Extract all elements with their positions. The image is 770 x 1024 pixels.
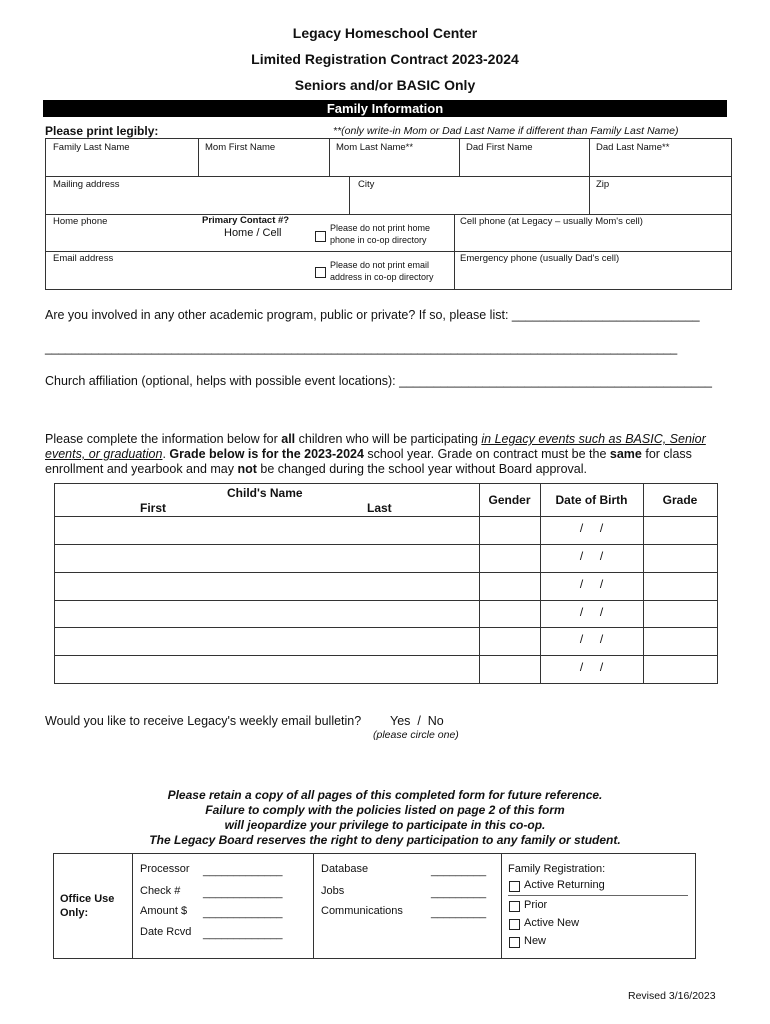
instr-events: in Legacy events such as BASIC, Senior events, or graduation (45, 432, 706, 461)
gender-header: Gender (488, 493, 531, 507)
children-instructions (45, 432, 725, 477)
office-use-label: Office Use (60, 893, 115, 905)
other-program-line[interactable]: _______________________________________________________________________________________________ (45, 341, 677, 355)
first-name-header: First (140, 501, 167, 515)
active-returning-checkbox[interactable] (509, 881, 520, 892)
primary-contact-label: Primary Contact #? (202, 215, 290, 226)
zip-field[interactable]: Zip (596, 179, 610, 190)
form-subtitle: Limited Registration Contract 2023-2024 (251, 51, 519, 67)
amount-blank[interactable]: _____________ (203, 907, 283, 919)
grid-divider (313, 854, 314, 958)
revised-date: Revised 3/16/2023 (628, 990, 716, 1002)
mom-last-name-field[interactable]: Mom Last Name** (336, 142, 414, 153)
grid-divider (55, 627, 717, 628)
no-print-phone-checkbox[interactable] (315, 231, 326, 242)
dob-cell[interactable]: / / (579, 549, 604, 563)
dob-cell[interactable]: / / (579, 605, 604, 619)
grid-divider (459, 139, 460, 176)
mom-first-name-field[interactable]: Mom First Name (205, 142, 276, 153)
grid-divider (55, 600, 717, 601)
notice-line: will jeopardize your privilege to participate in this co-op. (224, 818, 546, 832)
no-print-phone-label-1: Please do not print home (330, 223, 431, 233)
grid-divider (643, 484, 644, 683)
grid-divider (501, 854, 502, 958)
grid-divider (329, 139, 330, 176)
home-cell-option[interactable]: Home / Cell (224, 227, 282, 239)
bulletin-yes-no[interactable]: Yes / No (390, 714, 444, 728)
family-last-name-field[interactable]: Family Last Name (53, 142, 130, 153)
database-label: Database (321, 863, 369, 875)
communications-blank[interactable]: _________ (431, 907, 487, 919)
family-info-grid (45, 138, 732, 290)
grid-divider (589, 176, 590, 214)
dob-cell[interactable]: / / (579, 521, 604, 535)
instr-text: for class enrollment and yearbook and may (45, 447, 692, 476)
database-blank[interactable]: _________ (431, 865, 487, 877)
grid-divider (55, 516, 717, 517)
instr-text: children who will be participating (295, 432, 482, 446)
emergency-phone-field[interactable]: Emergency phone (usually Dad's cell) (460, 253, 620, 264)
communications-label: Communications (321, 905, 403, 917)
jobs-label: Jobs (321, 885, 345, 897)
office-use-label: Only: (60, 907, 89, 919)
instr-text: be changed during the school year without Board approval. (256, 462, 587, 476)
new-checkbox[interactable] (509, 937, 520, 948)
grid-divider (479, 484, 480, 683)
dob-cell[interactable]: / / (579, 660, 604, 674)
grade-header: Grade (662, 493, 698, 507)
dob-cell[interactable]: / / (579, 632, 604, 646)
church-affiliation-question[interactable]: Church affiliation (optional, helps with possible event locations): _____________________________________________ (45, 374, 712, 388)
dad-last-name-field[interactable]: Dad Last Name** (596, 142, 670, 153)
grid-divider (589, 139, 590, 176)
cell-phone-field[interactable]: Cell phone (at Legacy – usually Mom's cell) (460, 216, 643, 227)
notice-line: The Legacy Board reserves the right to deny participation to any family or student. (149, 833, 621, 847)
jobs-blank[interactable]: _________ (431, 887, 487, 899)
dob-header: Date of Birth (555, 493, 628, 507)
check-number-label: Check # (140, 885, 181, 897)
form-title: Legacy Homeschool Center (292, 25, 478, 41)
grid-divider (55, 544, 717, 545)
dad-first-name-field[interactable]: Dad First Name (466, 142, 533, 153)
family-information-bar: Family Information (43, 100, 727, 117)
prior-checkbox[interactable] (509, 901, 520, 912)
no-print-email-label-2: address in co-op directory (330, 272, 434, 282)
writein-note: **(only write-in Mom or Dad Last Name if different than Family Last Name) (333, 125, 679, 137)
grid-divider (55, 572, 717, 573)
bulletin-question: Would you like to receive Legacy's weekly email bulletin? (45, 714, 362, 728)
instr-text: Please complete the information below for (45, 432, 282, 446)
grid-divider (349, 176, 350, 214)
email-address-field[interactable]: Email address (53, 253, 114, 264)
childs-name-header: Child's Name (227, 486, 303, 500)
no-print-email-checkbox[interactable] (315, 267, 326, 278)
no-print-phone-label-2: phone in co-op directory (330, 235, 427, 245)
check-number-blank[interactable]: _____________ (203, 887, 283, 899)
no-print-email-label-1: Please do not print email (330, 260, 430, 270)
children-table (54, 483, 718, 684)
instr-text: school year. Grade on contract must be the (363, 447, 610, 461)
notice-line: Failure to comply with the policies listed on page 2 of this form (205, 803, 565, 817)
instr-not: not (237, 462, 257, 476)
office-use-table (53, 853, 696, 959)
print-legibly-label: Please print legibly: (45, 124, 159, 138)
date-received-label: Date Rcvd (140, 926, 192, 938)
dob-cell[interactable]: / / (579, 577, 604, 591)
processor-blank[interactable]: _____________ (203, 865, 283, 877)
grid-divider (508, 895, 688, 896)
form-scope: Seniors and/or BASIC Only (294, 77, 476, 93)
notice-line: Please retain a copy of all pages of this completed form for future reference. (167, 788, 603, 802)
amount-label: Amount $ (140, 905, 188, 917)
grid-divider (55, 655, 717, 656)
circle-one-note: (please circle one) (373, 729, 459, 741)
home-phone-field[interactable]: Home phone (53, 216, 108, 227)
active-returning-label: Active Returning (524, 879, 605, 891)
date-received-blank[interactable]: _____________ (203, 928, 283, 940)
city-field[interactable]: City (358, 179, 375, 190)
processor-label: Processor (140, 863, 190, 875)
instr-same: same (609, 447, 642, 461)
grid-divider (46, 214, 731, 215)
family-registration-label: Family Registration: (508, 863, 606, 875)
instr-grade: Grade below is for the 2023-2024 (169, 447, 364, 461)
last-name-header: Last (367, 501, 392, 515)
grid-divider (198, 139, 199, 176)
other-program-question[interactable]: Are you involved in any other academic program, public or private? If so, please list: ___________________________ (45, 308, 700, 322)
grid-divider (132, 854, 133, 958)
instr-text: . (162, 447, 170, 461)
mailing-address-field[interactable]: Mailing address (53, 179, 120, 190)
prior-label: Prior (524, 899, 548, 911)
active-new-checkbox[interactable] (509, 919, 520, 930)
grid-divider (454, 214, 455, 289)
instr-all: all (281, 432, 296, 446)
active-new-label: Active New (524, 917, 580, 929)
grid-divider (46, 251, 731, 252)
new-label: New (524, 935, 547, 947)
grid-divider (46, 176, 731, 177)
